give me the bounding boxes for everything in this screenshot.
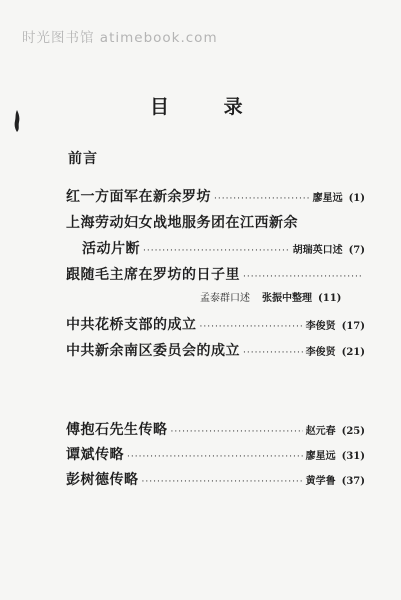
leader-dots bbox=[243, 272, 362, 282]
toc-entry[interactable] bbox=[66, 469, 365, 489]
toc-entry-editor: 张振中整理 bbox=[262, 293, 312, 304]
watermark: 时光图书馆 atimebook.com bbox=[22, 30, 218, 46]
toc-entry-page: (7) bbox=[348, 245, 365, 256]
toc-entry-page: (37) bbox=[341, 476, 365, 487]
toc-entry-title: 上海劳动妇女战地服务团在江西新余 bbox=[66, 215, 298, 231]
toc-preface[interactable]: 前言 bbox=[68, 151, 98, 167]
toc-entry-author: 李俊贤 bbox=[305, 321, 336, 332]
leader-dots bbox=[214, 194, 310, 204]
toc-entry[interactable] bbox=[66, 186, 365, 206]
toc-entry-page: (17) bbox=[341, 321, 365, 332]
toc-entry[interactable] bbox=[66, 264, 365, 284]
toc-entry-author: 赵元春 bbox=[305, 426, 336, 437]
toc-entry-title: 中共花桥支部的成立 bbox=[66, 317, 197, 333]
toc-entry-title: 红一方面军在新余罗坊 bbox=[66, 189, 211, 205]
toc-entry[interactable] bbox=[66, 340, 365, 360]
toc-entry-author: 胡瑞英口述 bbox=[292, 245, 343, 256]
toc-entry[interactable] bbox=[66, 444, 365, 464]
toc-entry-title: 中共新余南区委员会的成立 bbox=[66, 343, 240, 359]
leader-dots bbox=[142, 477, 303, 487]
toc-entry-byline[interactable] bbox=[200, 289, 365, 304]
toc-entry-page: (31) bbox=[341, 451, 365, 462]
toc-entry-title: 谭斌传略 bbox=[66, 447, 124, 463]
leader-dots bbox=[171, 427, 303, 437]
leader-dots bbox=[143, 246, 290, 256]
leader-dots bbox=[127, 452, 303, 462]
toc-entry[interactable] bbox=[66, 314, 365, 334]
toc-entry-title: 傅抱石先生传略 bbox=[66, 422, 168, 438]
toc-entry-title: 活动片断 bbox=[82, 241, 140, 257]
toc-entry[interactable] bbox=[66, 419, 365, 439]
page-title: 目 录 bbox=[150, 96, 267, 118]
toc-entry[interactable] bbox=[66, 212, 365, 232]
toc-entry-title: 跟随毛主席在罗坊的日子里 bbox=[66, 267, 240, 283]
toc-entry-author: 廖星远 bbox=[305, 451, 336, 462]
toc-entry-page: (1) bbox=[348, 193, 365, 204]
toc-entry-continuation[interactable] bbox=[82, 238, 365, 258]
toc-entry-page: (11) bbox=[318, 293, 342, 304]
ink-blot-icon bbox=[13, 110, 21, 132]
leader-dots bbox=[243, 348, 303, 358]
toc-entry-page: (21) bbox=[341, 347, 365, 358]
toc-entry-author: 孟泰群口述 bbox=[200, 293, 250, 304]
toc-entry-author: 李俊贤 bbox=[305, 347, 336, 358]
toc-entry-title: 彭树德传略 bbox=[66, 472, 139, 488]
toc-entry-author: 廖星远 bbox=[312, 193, 343, 204]
toc-entry-author: 黄学鲁 bbox=[305, 476, 336, 487]
toc-entry-page: (25) bbox=[341, 426, 365, 437]
leader-dots bbox=[200, 322, 303, 332]
